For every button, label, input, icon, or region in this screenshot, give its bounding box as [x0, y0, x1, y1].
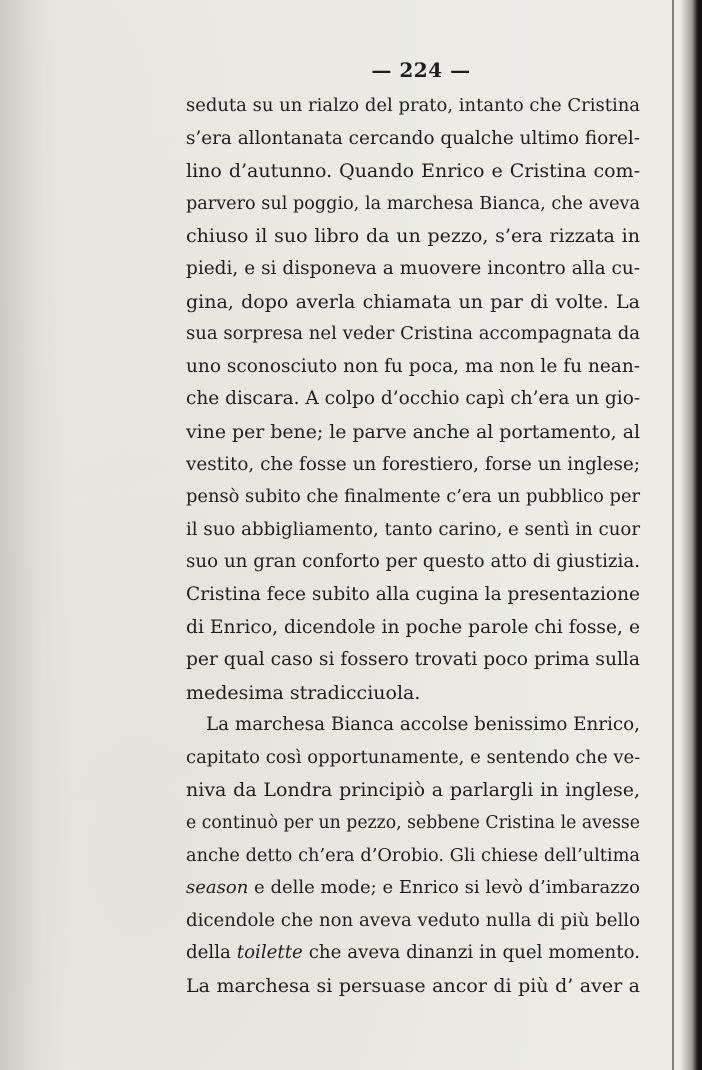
text-line: il suo abbigliamento, tanto carino, e sentì in cuor — [186, 518, 640, 540]
text-line: per qual caso si fossero trovati poco prima sulla — [186, 649, 640, 671]
text-line: niva da Londra principiò a parlargli in inglese, — [186, 779, 640, 802]
text-line: vine per bene; le parve anche al portamento, al — [186, 420, 640, 443]
text-line — [186, 872, 640, 905]
text-line: pensò subito che finalmente c’era un pubblico per — [186, 486, 641, 508]
italic-word: toilette — [236, 942, 303, 964]
text-line: parvero sul poggio, la marchesa Bianca, che aveva — [186, 193, 640, 214]
body-text — [186, 90, 640, 1003]
italic-word: season — [186, 877, 249, 899]
text-line: anche detto ch’era d’Orobio. Gli chiese dell’ultima — [186, 845, 640, 866]
text-line: chiuso il suo libro da un pezzo, s’era rizzata in — [186, 225, 640, 248]
text-line: uno sconosciuto non fu poca, ma non le fu nean- — [186, 355, 640, 377]
text-line: s’era allontanata cercando qualche ultimo fiorel- — [186, 127, 640, 149]
text-line: Cristina fece subito alla cugina la presentazione — [186, 583, 640, 605]
text-line: di Enrico, dicendole in poche parole chi fosse, e — [186, 616, 640, 638]
text-line: gina, dopo averla chiamata un par di volte. La — [186, 290, 640, 313]
text-line: vestito, che fosse un forestiero, forse un inglese; — [186, 453, 640, 475]
text-line: La marchesa si persuase ancor di più d’ aver a — [186, 975, 640, 998]
page-edge-shadow — [680, 0, 702, 1070]
text-line: medesima stradicciuola. — [186, 681, 421, 704]
text-line: lino d’autunno. Quando Enrico e Cristina com- — [186, 160, 640, 183]
text-line: piedi, e si disponeva a muovere incontro alla cu- — [186, 257, 640, 279]
text-line: e continuò per un pezzo, sebbene Cristina le avesse — [186, 813, 640, 834]
text-line: suo un gran conforto per questo atto di giustizia. — [186, 551, 640, 573]
text-segment: e delle mode; e Enrico si levò d’imbarazzo — [248, 877, 640, 899]
text-line — [186, 937, 640, 970]
page-edge-line — [672, 0, 674, 1070]
text-line: dicendole che non aveva veduto nulla di più bello — [186, 909, 640, 931]
text-line: che discara. A colpo d’occhio capì ch’era un gio- — [186, 388, 641, 410]
text-line: La marchesa Bianca accolse benissimo Enrico, — [206, 714, 640, 736]
text-line: capitato così opportunamente, e sentendo che ve- — [186, 746, 641, 768]
text-segment: che aveva dinanzi in quel momento. — [302, 942, 640, 964]
text-segment: della — [186, 942, 237, 964]
text-line: seduta su un rialzo del prato, intanto che Cristina — [186, 95, 640, 116]
page-gutter-shadow — [0, 0, 70, 1070]
page-number: — 224 — — [371, 58, 471, 82]
text-line: sua sorpresa nel veder Cristina accompagnata da — [186, 323, 640, 345]
